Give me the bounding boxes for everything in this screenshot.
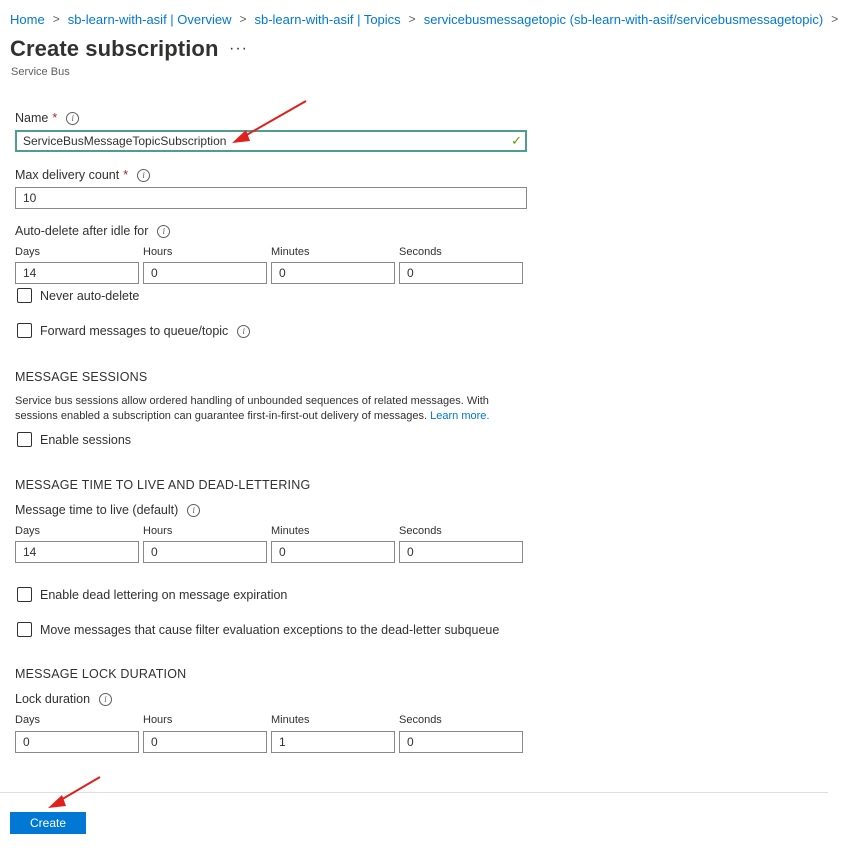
info-icon[interactable]: i xyxy=(187,504,200,517)
breadcrumb-overview[interactable]: sb-learn-with-asif | Overview xyxy=(67,11,232,27)
minutes-label: Minutes xyxy=(271,246,310,258)
auto-delete-minutes-input[interactable] xyxy=(271,262,395,284)
hours-label: Hours xyxy=(143,714,173,726)
lock-seconds-input[interactable] xyxy=(399,731,523,753)
hours-label: Hours xyxy=(143,525,173,537)
lock-duration-label-row xyxy=(15,692,112,706)
seconds-label: Seconds xyxy=(399,714,442,726)
seconds-label: Seconds xyxy=(399,525,442,537)
lock-duration-heading: MESSAGE LOCK DURATION xyxy=(15,667,187,681)
name-input[interactable] xyxy=(15,130,527,152)
breadcrumb-home[interactable]: Home xyxy=(10,11,45,27)
info-icon[interactable]: i xyxy=(157,225,170,238)
breadcrumb-topics[interactable]: sb-learn-with-asif | Topics xyxy=(254,11,401,27)
auto-delete-days-input[interactable] xyxy=(15,262,139,284)
ttl-label-row xyxy=(15,503,200,517)
ttl-seconds-input[interactable] xyxy=(399,541,523,563)
info-icon[interactable]: i xyxy=(66,112,79,125)
page-subtitle: Service Bus xyxy=(11,66,70,78)
required-marker: * xyxy=(52,111,58,125)
required-marker: * xyxy=(123,168,129,182)
days-label: Days xyxy=(15,525,41,537)
max-delivery-label-row xyxy=(15,168,150,182)
chevron-right-icon: > xyxy=(52,12,60,26)
never-auto-delete-label: Never auto-delete xyxy=(40,289,140,303)
ttl-days-input[interactable] xyxy=(15,541,139,563)
footer-divider xyxy=(0,792,828,793)
chevron-right-icon: > xyxy=(239,12,247,26)
learn-more-link[interactable]: Learn more. xyxy=(430,410,490,422)
more-icon[interactable]: ··· xyxy=(229,40,248,57)
minutes-label: Minutes xyxy=(271,525,310,537)
info-icon[interactable]: i xyxy=(237,325,250,338)
hours-label: Hours xyxy=(143,246,173,258)
enable-sessions-label: Enable sessions xyxy=(40,433,132,447)
forward-messages-label: Forward messages to queue/topic xyxy=(40,324,229,338)
days-label: Days xyxy=(15,714,41,726)
dead-lettering-label: Enable dead lettering on message expiration xyxy=(40,588,288,602)
page-title: Create subscription xyxy=(10,36,219,61)
chevron-right-icon: > xyxy=(408,12,416,26)
days-label: Days xyxy=(15,246,41,258)
info-icon[interactable]: i xyxy=(137,169,150,182)
message-sessions-heading: MESSAGE SESSIONS xyxy=(15,370,148,384)
forward-messages-row xyxy=(40,324,250,338)
name-label: Name xyxy=(15,111,49,125)
lock-duration-label: Lock duration xyxy=(15,692,91,706)
forward-messages-checkbox[interactable] xyxy=(17,323,32,338)
ttl-label: Message time to live (default) xyxy=(15,503,179,517)
auto-delete-label-row xyxy=(15,224,170,238)
create-button[interactable]: Create xyxy=(10,812,86,834)
ttl-minutes-input[interactable] xyxy=(271,541,395,563)
breadcrumb-topic[interactable]: servicebusmessagetopic (sb-learn-with-asif/servicebusmessagetopic) xyxy=(423,11,824,27)
auto-delete-label: Auto-delete after idle for xyxy=(15,224,149,238)
max-delivery-label: Max delivery count xyxy=(15,168,120,182)
lock-minutes-input[interactable] xyxy=(271,731,395,753)
auto-delete-hours-input[interactable] xyxy=(143,262,267,284)
filter-exceptions-label: Move messages that cause filter evaluation exceptions to the dead-letter subqueue xyxy=(40,623,500,637)
info-icon[interactable]: i xyxy=(99,693,112,706)
ttl-hours-input[interactable] xyxy=(143,541,267,563)
lock-hours-input[interactable] xyxy=(143,731,267,753)
lock-days-input[interactable] xyxy=(15,731,139,753)
auto-delete-seconds-input[interactable] xyxy=(399,262,523,284)
name-label-row xyxy=(15,111,79,125)
checkmark-icon: ✓ xyxy=(511,133,522,148)
chevron-right-icon: > xyxy=(831,12,839,26)
dead-lettering-checkbox[interactable] xyxy=(17,587,32,602)
breadcrumb xyxy=(10,10,846,28)
name-field-wrap xyxy=(15,130,527,152)
enable-sessions-checkbox[interactable] xyxy=(17,432,32,447)
ttl-heading: MESSAGE TIME TO LIVE AND DEAD-LETTERING xyxy=(15,478,311,492)
sessions-description xyxy=(15,394,515,424)
never-auto-delete-checkbox[interactable] xyxy=(17,288,32,303)
seconds-label: Seconds xyxy=(399,246,442,258)
minutes-label: Minutes xyxy=(271,714,310,726)
max-delivery-input[interactable] xyxy=(15,187,527,209)
filter-exceptions-checkbox[interactable] xyxy=(17,622,32,637)
sessions-description-text: Service bus sessions allow ordered handling of unbounded sequences of related messages. With sessions enabled a subscription can guarantee first-in-first-out delivery of messages. xyxy=(15,395,489,422)
